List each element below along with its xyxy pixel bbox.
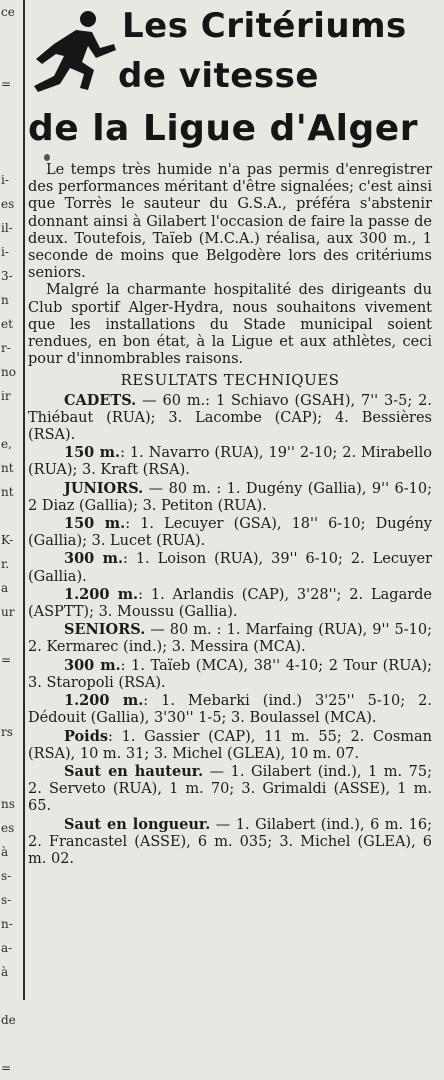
margin-fragment: [0, 1032, 22, 1056]
result-text: — 1. Gilabert (ind.), 1 m. 75; 2. Serveto (RUA), 1 m. 70; 3. Grimaldi (ASSE), 1 m. 65.: [28, 763, 432, 815]
runner-icon: [30, 8, 116, 106]
margin-fragment: nt: [1, 461, 14, 475]
result-entry: [28, 515, 432, 550]
margin-fragment: à: [1, 845, 9, 859]
result-text: : 1. Taïeb (MCA), 38'' 4-10; 2 Tour (RUA); 3. Staropoli (RSA).: [28, 657, 432, 691]
headline-line-1: Les Critériums: [122, 6, 407, 46]
result-label: SENIORS.: [64, 621, 146, 639]
result-label: 150 m.: [64, 515, 126, 533]
result-entry: [28, 816, 432, 869]
margin-fragment: a-: [1, 941, 13, 955]
margin-fragment: r.: [1, 557, 10, 571]
margin-fragment: [0, 744, 22, 768]
margin-fragment: es: [1, 821, 15, 835]
result-entry: [28, 763, 432, 816]
margin-fragment: [0, 408, 22, 432]
result-text: — 60 m.: 1 Schiavo (GSAH), 7'' 3-5; 2. Thiébaut (RUA); 3. Lacombe (CAP); 4. Bessières (RSA).: [28, 392, 432, 444]
margin-fragment: a: [1, 581, 9, 595]
column-rule: [23, 0, 25, 1000]
result-label: JUNIORS.: [64, 479, 144, 497]
result-text: : 1. Gassier (CAP), 11 m. 55; 2. Cosman (RSA), 10 m. 31; 3. Michel (GLEA), 10 m. 07.: [28, 728, 432, 762]
result-label: 1.200 m.: [64, 692, 144, 710]
margin-fragment: [0, 672, 22, 696]
result-entry: [28, 550, 432, 585]
article-body: [28, 162, 432, 868]
result-entry: [28, 444, 432, 479]
margin-fragment: [0, 504, 22, 528]
margin-fragment: s-: [1, 893, 12, 907]
margin-fragment: ur: [1, 605, 15, 619]
result-label: CADETS.: [64, 391, 137, 409]
margin-fragment: no: [1, 365, 16, 379]
result-text: : 1. Arlandis (CAP), 3'28''; 2. Lagarde (ASPTT); 3. Moussu (Gallia).: [28, 586, 433, 621]
result-text: — 80 m. : 1. Marfaing (RUA), 9'' 5-10; 2. Kermarec (ind.); 3. Messira (MCA).: [28, 622, 432, 656]
article: [28, 0, 440, 1000]
margin-fragment: r-: [1, 341, 11, 355]
margin-fragment: =: [1, 1061, 12, 1075]
margin-fragment: nt: [1, 485, 14, 499]
lead-bullet-icon: [44, 154, 50, 161]
result-label: 300 m.: [64, 550, 124, 568]
margin-fragment: n-: [1, 917, 13, 931]
margin-fragment: [0, 24, 22, 48]
margin-fragment: [0, 144, 22, 168]
result-entry: [28, 480, 432, 515]
margin-fragment: s-: [1, 869, 12, 883]
result-label: 150 m.: [64, 444, 121, 462]
result-entry: [28, 621, 432, 656]
margin-fragment: [0, 984, 22, 1008]
result-text: : 1. Loison (RUA), 39'' 6-10; 2. Lecuyer (Gallia).: [28, 551, 432, 585]
margin-fragment: ns: [1, 797, 15, 811]
margin-fragment: [0, 696, 22, 720]
margin-fragment: à: [1, 965, 9, 979]
result-label: Saut en hauteur.: [64, 762, 204, 780]
margin-fragment: =: [1, 77, 12, 91]
result-text: — 80 m. : 1. Dugény (Gallia), 9'' 6-10; 2 Diaz (Gallia); 3. Petiton (RUA).: [28, 480, 432, 514]
margin-fragment: e,: [1, 437, 12, 451]
margin-fragment: i-: [1, 245, 9, 259]
margin-fragment: ce: [1, 5, 15, 19]
margin-fragment: i-: [1, 173, 9, 187]
result-label: Poids: [64, 727, 108, 745]
result-text: — 1. Gilabert (ind.), 6 m. 16; 2. Francastel (ASSE), 6 m. 035; 3. Michel (GLEA), 6 m. 02.: [28, 816, 433, 867]
margin-fragment: [0, 768, 22, 792]
result-text: : 1. Lecuyer (GSA), 18'' 6-10; Dugény (Gallia); 3. Lucet (RUA).: [28, 516, 432, 550]
result-entry: [28, 692, 432, 727]
result-label: 300 m.: [64, 656, 121, 674]
adjacent-column-fragment: [0, 0, 22, 1075]
result-entry: [28, 586, 432, 621]
margin-fragment: =: [1, 653, 12, 667]
headline-line-3: de la Ligue d'Alger: [28, 108, 418, 149]
headline-line-2: de vitesse: [118, 56, 319, 96]
margin-fragment: 3-: [1, 269, 13, 283]
margin-fragment: K-: [1, 533, 14, 547]
margin-fragment: il-: [1, 221, 13, 235]
margin-fragment: [0, 624, 22, 648]
result-entry: [28, 728, 432, 763]
margin-fragment: rs: [1, 725, 13, 739]
margin-fragment: n: [1, 293, 9, 307]
margin-fragment: es: [1, 197, 15, 211]
margin-fragment: et: [1, 317, 13, 331]
margin-fragment: de: [1, 1013, 16, 1027]
margin-fragment: [0, 48, 22, 72]
result-label: Saut en longueur.: [64, 815, 211, 833]
result-text: : 1. Mebarki (ind.) 3'25'' 5-10; 2. Dédouit (Gallia), 3'30'' 1-5; 3. Boulassel (MCA).: [28, 693, 432, 727]
results-list: [28, 392, 432, 868]
margin-fragment: [0, 120, 22, 144]
result-entry: [28, 392, 432, 445]
paragraph: Le temps très humide n'a pas permis d'enregistrer des performances méritant d'être signalées; c'est ainsi que Torrès le sauteur du G.S.A., préféra s'abstenir donnant ainsi à Gilabert l'occasion de faire la passe de deux. Toutefois, Taïeb (M.C.A.) réalisa, aux 300 m., 1 seconde de moins que Belgodère lors des critériums seniors.: [28, 162, 432, 282]
paragraph: Malgré la charmante hospitalité des dirigeants du Club sportif Alger-Hydra, nous souhaitons vivement que les installations du Stade municipal soient rendues, en bon état, à la Ligue et aux athlètes, ceci pour d'innombrables raisons.: [28, 282, 432, 368]
result-label: 1.200 m.: [64, 585, 139, 603]
results-heading: RESULTATS TECHNIQUES: [120, 371, 340, 390]
result-text: : 1. Navarro (RUA), 19'' 2-10; 2. Mirabello (RUA); 3. Kraft (RSA).: [28, 445, 432, 479]
margin-fragment: ir: [1, 389, 11, 403]
margin-fragment: [0, 96, 22, 120]
result-entry: [28, 657, 432, 692]
